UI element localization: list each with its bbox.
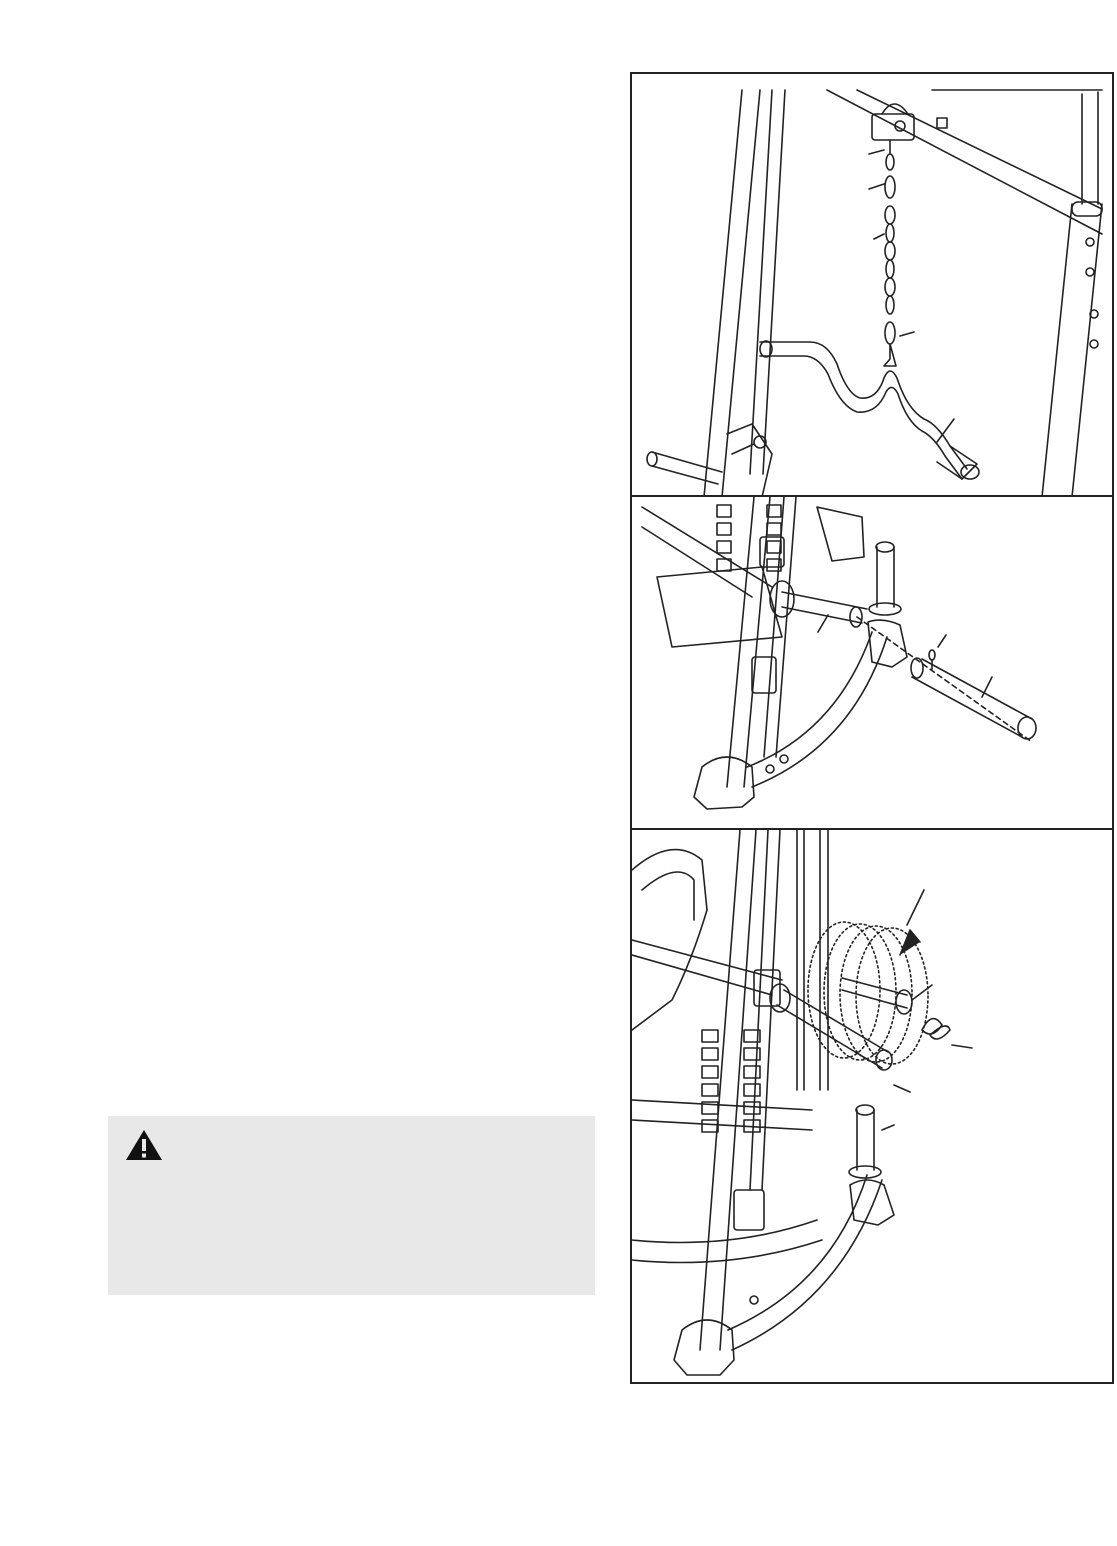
figure-weight-plates (632, 830, 1112, 1384)
figure-weight-post (632, 497, 1112, 830)
figure-chain-and-bar (632, 74, 1112, 497)
assembly-illustrations (630, 72, 1114, 1384)
warning-box (108, 1116, 595, 1295)
weight-plate-storage-drawing (632, 830, 1112, 1384)
weight-post-drawing (632, 497, 1112, 830)
chain-curl-bar-drawing (632, 74, 1112, 497)
warning-triangle-icon (124, 1128, 164, 1162)
